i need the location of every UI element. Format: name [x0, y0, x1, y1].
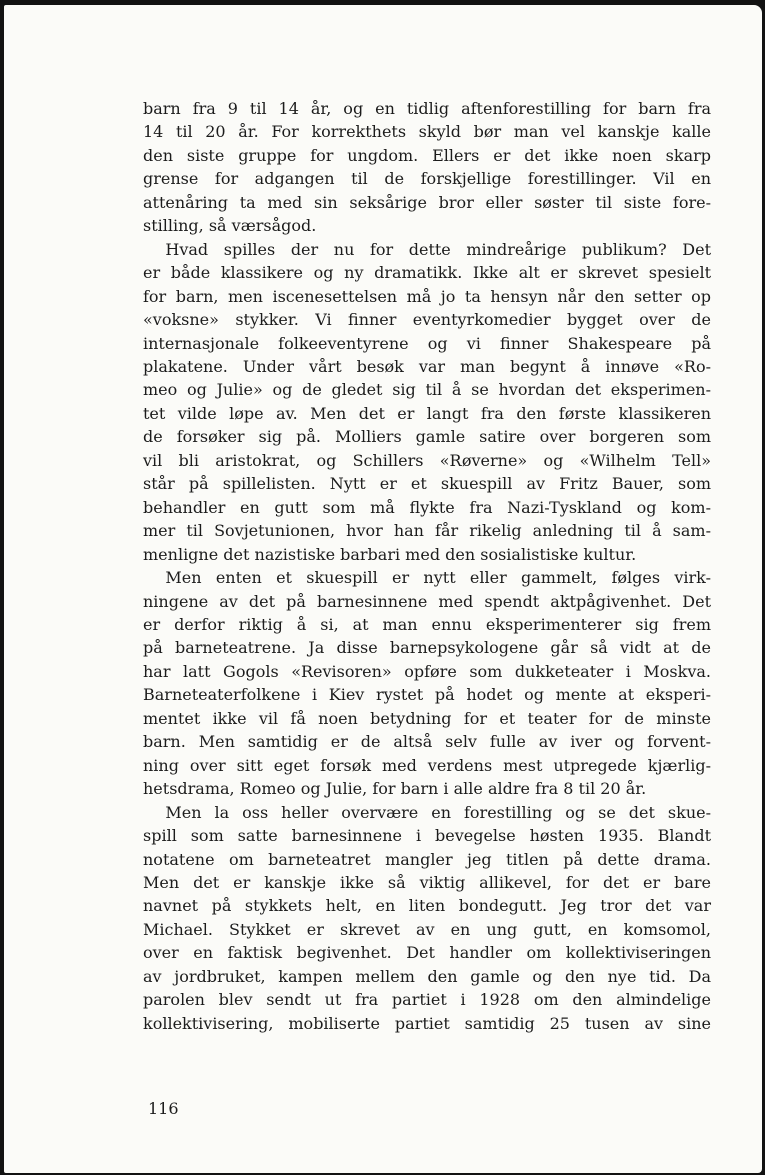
- text-line: kollektivisering, mobiliserte partiet samtidig 25 tusen av sine: [143, 1013, 711, 1033]
- text-line: attenåring ta med sin seksårige bror eller søster til siste fore-: [143, 192, 711, 212]
- text-line: plakatene. Under vårt besøk var man begynt å innøve «Ro-: [143, 356, 711, 376]
- text-line: står på spillelisten. Nytt er et skuespill av Fritz Bauer, som: [143, 474, 711, 494]
- text-line: er derfor riktig å si, at man ennu eksperimenterer sig frem: [143, 614, 711, 634]
- text-line: barn fra 9 til 14 år, og en tidlig aftenforestilling for barn fra: [143, 99, 711, 118]
- text-line: av jordbruket, kampen mellem den gamle og den nye tid. Da: [143, 966, 711, 986]
- text-line: vil bli aristokrat, og Schillers «Røverne» og «Wilhelm Tell»: [143, 450, 711, 470]
- text-line: internasjonale folkeeventyrene og vi finner Shakespeare på: [143, 333, 711, 353]
- text-line: behandler en gutt som må flykte fra Nazi-Tyskland og kom-: [143, 497, 711, 517]
- text-line: menligne det nazistiske barbari med den sosialistiske kultur.: [143, 544, 637, 564]
- text-line: mentet ikke vil få noen betydning for et teater for de minste: [143, 708, 711, 728]
- text-line: er både klassikere og ny dramatikk. Ikke alt er skrevet spesielt: [143, 263, 711, 283]
- body-text: [143, 97, 711, 1035]
- book-page: [4, 5, 762, 1173]
- text-line: hetsdrama, Romeo og Julie, for barn i alle aldre fra 8 til 20 år.: [143, 779, 647, 799]
- paragraph: [143, 801, 711, 1036]
- text-line: barn. Men samtidig er de altså selv fulle av iver og forvent-: [143, 732, 711, 752]
- paragraph: [143, 566, 711, 801]
- text-line: Men la oss heller overvære en forestilling og se det skue-: [165, 802, 711, 822]
- text-line: de forsøker sig på. Molliers gamle satire over borgeren som: [143, 427, 711, 447]
- text-line: Men det er kanskje ikke så viktig allikevel, for det er bare: [143, 872, 711, 892]
- text-line: på barneteatrene. Ja disse barnepsykologene går så vidt at de: [143, 638, 711, 658]
- text-line: tet vilde løpe av. Men det er langt fra den første klassikeren: [143, 403, 711, 423]
- text-line: mer til Sovjetunionen, hvor han får rikelig anledning til å sam-: [143, 521, 711, 541]
- text-line: grense for adgangen til de forskjellige forestillinger. Vil en: [143, 169, 711, 189]
- text-line: stilling, så værsågod.: [143, 216, 317, 236]
- text-line: ning over sitt eget forsøk med verdens mest utpregede kjærlig-: [143, 755, 711, 775]
- text-line: har latt Gogols «Revisoren» opføre som dukketeater i Moskva.: [143, 661, 711, 681]
- text-line: navnet på stykkets helt, en liten bondegutt. Jeg tror det var: [143, 896, 711, 916]
- text-line: notatene om barneteatret mangler jeg titlen på dette drama.: [143, 849, 711, 869]
- text-line: Hvad spilles der nu for dette mindreårige publikum? Det: [165, 239, 711, 259]
- page-number: 116: [148, 1099, 179, 1118]
- text-line: for barn, men iscenesettelsen må jo ta hensyn når den setter op: [143, 286, 711, 306]
- text-line: den siste gruppe for ungdom. Ellers er det ikke noen skarp: [143, 145, 711, 165]
- text-line: Barneteaterfolkene i Kiev rystet på hodet og mente at eksperi-: [143, 685, 711, 705]
- text-line: 14 til 20 år. For korrekthets skyld bør man vel kanskje kalle: [143, 122, 711, 142]
- text-line: Michael. Stykket er skrevet av en ung gutt, en komsomol,: [143, 919, 711, 939]
- text-line: ningene av det på barnesinnene med spendt aktpågivenhet. Det: [143, 591, 711, 611]
- text-line: meo og Julie» og de gledet sig til å se hvordan det eksperimen-: [143, 380, 711, 400]
- text-line: parolen blev sendt ut fra partiet i 1928 om den almindelige: [143, 990, 711, 1010]
- paragraph: [143, 238, 711, 566]
- text-line: Men enten et skuespill er nytt eller gammelt, følges virk-: [165, 568, 711, 588]
- text-line: «voksne» stykker. Vi finner eventyrkomedier bygget over de: [143, 310, 711, 330]
- paragraph: [143, 97, 711, 238]
- text-line: spill som satte barnesinnene i bevegelse høsten 1935. Blandt: [143, 826, 711, 846]
- text-line: over en faktisk begivenhet. Det handler om kollektiviseringen: [143, 943, 711, 963]
